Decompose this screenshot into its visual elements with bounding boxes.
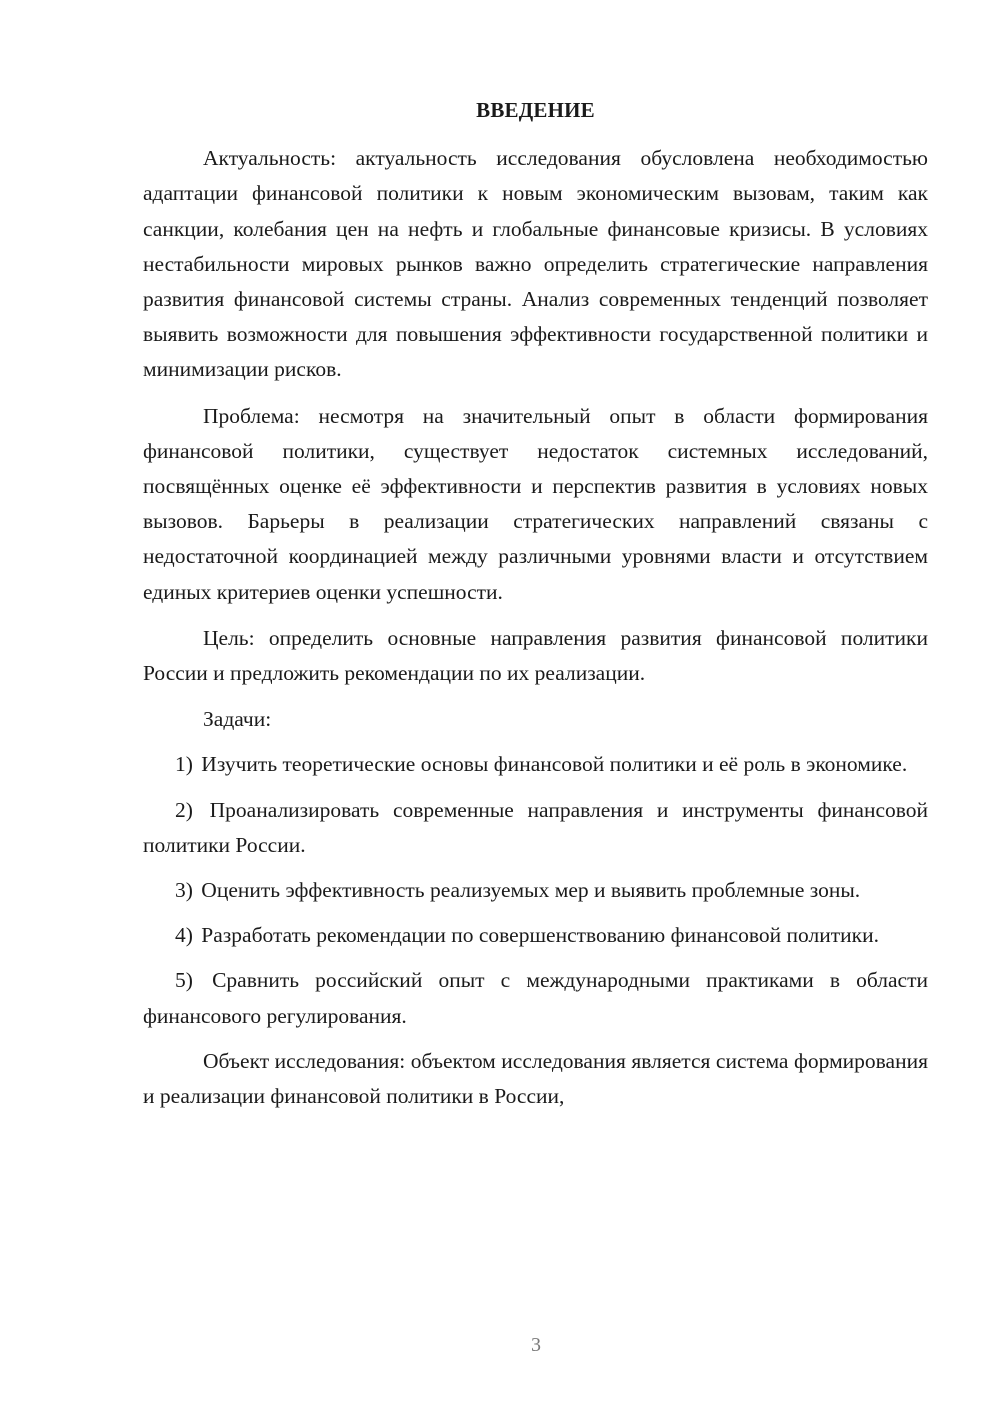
task-text: Проанализировать современные направления и инструменты финансовой политики России. [143,797,928,857]
task-number: 2) [175,797,193,822]
task-item-2 [143,793,928,863]
goal-paragraph: Цель: определить основные направления развития финансовой политики России и предложить рекомендации по их реализации. [143,625,928,686]
tasks-label: Задачи: [203,707,272,732]
task-number: 4) [175,923,193,948]
object-paragraph: Объект исследования: объектом исследования является система формирования и реализации финансовой политики в России, [143,1048,928,1109]
page-title: ВВЕДЕНИЕ [476,98,595,122]
page-body [143,93,928,1125]
task-item-5 [143,963,928,1033]
relevance-paragraph: Актуальность: актуальность исследования обусловлена необходимостью адаптации финансовой политики к новым экономическим вызовам, таким как санкции, колебания цен на нефть и глобальные финансовые кризисы. В условиях нестабильности мировых рынков важно определить стратегические направления развития финансовой системы страны. Анализ современных тенденций позволяет выявить возможности для повышения эффективности государственной политики и минимизации рисков. [143,146,928,382]
task-item-4 [143,918,928,953]
task-text: Разработать рекомендации по совершенствованию финансовой политики. [201,923,879,948]
task-text: Оценить эффективность реализуемых мер и выявить проблемные зоны. [201,878,861,903]
task-number: 3) [175,878,193,903]
task-text: Сравнить российский опыт с международными практиками в области финансового регулирования. [143,968,929,1028]
task-number: 1) [175,752,193,777]
task-text: Изучить теоретические основы финансовой политики и её роль в экономике. [201,752,908,777]
task-number: 5) [175,968,193,993]
task-item-3 [143,873,928,908]
problem-paragraph: Проблема: несмотря на значительный опыт в области формирования финансовой политики, существует недостаток системных исследований, посвящённых оценке её эффективности и перспектив развития в условиях новых вызовов. Барьеры в реализации стратегических направлений связаны с недостаточной координацией между различными уровнями власти и отсутствием единых критериев оценки успешности. [143,403,928,604]
task-item-1 [143,747,928,782]
page-number: 3 [531,1334,541,1356]
